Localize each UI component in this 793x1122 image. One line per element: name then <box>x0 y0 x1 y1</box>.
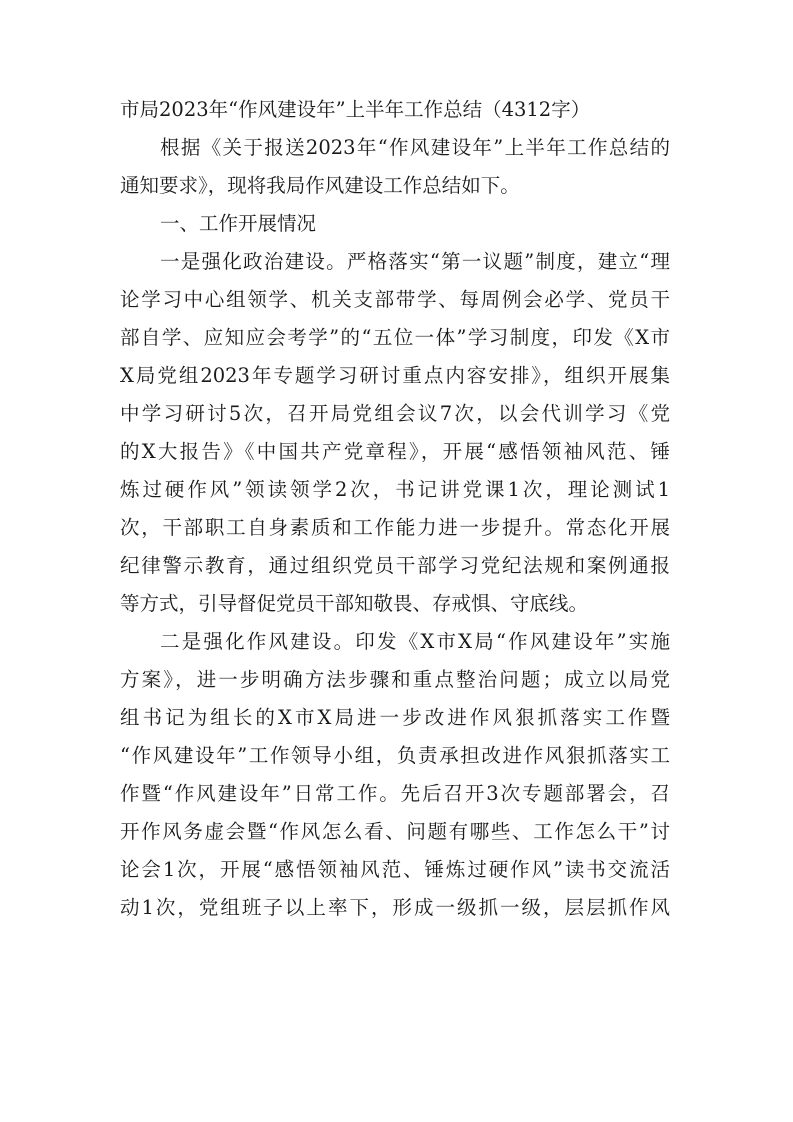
paragraph-line: 次，干部职工自身素质和工作能力进一步提升。常态化开展 <box>120 516 670 539</box>
paragraph-line: 的X大报告》《中国共产党章程》，开展“感悟领袖风范、锤 <box>120 440 670 463</box>
paragraph-line: 部自学、应知应会考学”的“五位一体”学习制度，印发《X市 <box>120 326 670 349</box>
intro-line: 通知要求》，现将我局作风建设工作总结如下。 <box>120 174 520 197</box>
paragraph-line: 论会1次，开展“感悟领袖风范、锤炼过硬作风”读书交流活 <box>120 858 670 881</box>
paragraph-line: 作暨“作风建设年”日常工作。先后召开3次专题部署会，召 <box>120 782 670 805</box>
paragraph-line: 炼过硬作风”领读领学2次，书记讲党课1次，理论测试1 <box>120 478 670 501</box>
paragraph-line: 纪律警示教育，通过组织党员干部学习党纪法规和案例通报 <box>120 554 670 577</box>
paragraph-line: 论学习中心组领学、机关支部带学、每周例会必学、党员干 <box>120 288 670 311</box>
paragraph-political-building <box>120 243 670 623</box>
paragraph-style-building <box>120 623 670 927</box>
paragraph-line: 等方式，引导督促党员干部知敬畏、存戒惧、守底线。 <box>120 592 589 615</box>
paragraph-line: 一是强化政治建设。严格落实“第一议题”制度，建立“理 <box>160 250 670 273</box>
paragraph-line: X局党组2023年专题学习研讨重点内容安排》，组织开展集 <box>120 364 670 387</box>
paragraph-line: 中学习研讨5次，召开局党组会议7次，以会代训学习《党 <box>120 402 670 425</box>
paragraph-line: 二是强化作风建设。印发《X市X局“作风建设年”实施 <box>160 630 670 653</box>
paragraph-line: 组书记为组长的X市X局进一步改进作风狠抓落实工作暨 <box>120 706 670 729</box>
intro-line: 根据《关于报送2023年“作风建设年”上半年工作总结的 <box>160 136 670 159</box>
paragraph-line: “作风建设年”工作领导小组，负责承担改进作风狠抓落实工 <box>120 744 670 767</box>
paragraph-line: 方案》，进一步明确方法步骤和重点整治问题；成立以局党 <box>120 668 670 691</box>
document-title: 市局2023年“作风建设年”上半年工作总结（4312字） <box>120 98 591 121</box>
paragraph-line: 动1次，党组班子以上率下，形成一级抓一级，层层抓作风 <box>120 896 670 919</box>
document-body <box>120 91 670 927</box>
paragraph-line: 开作风务虚会暨“作风怎么看、问题有哪些、工作怎么干”讨 <box>120 820 670 843</box>
section-heading: 一、工作开展情况 <box>160 212 317 235</box>
intro-paragraph <box>120 129 670 205</box>
